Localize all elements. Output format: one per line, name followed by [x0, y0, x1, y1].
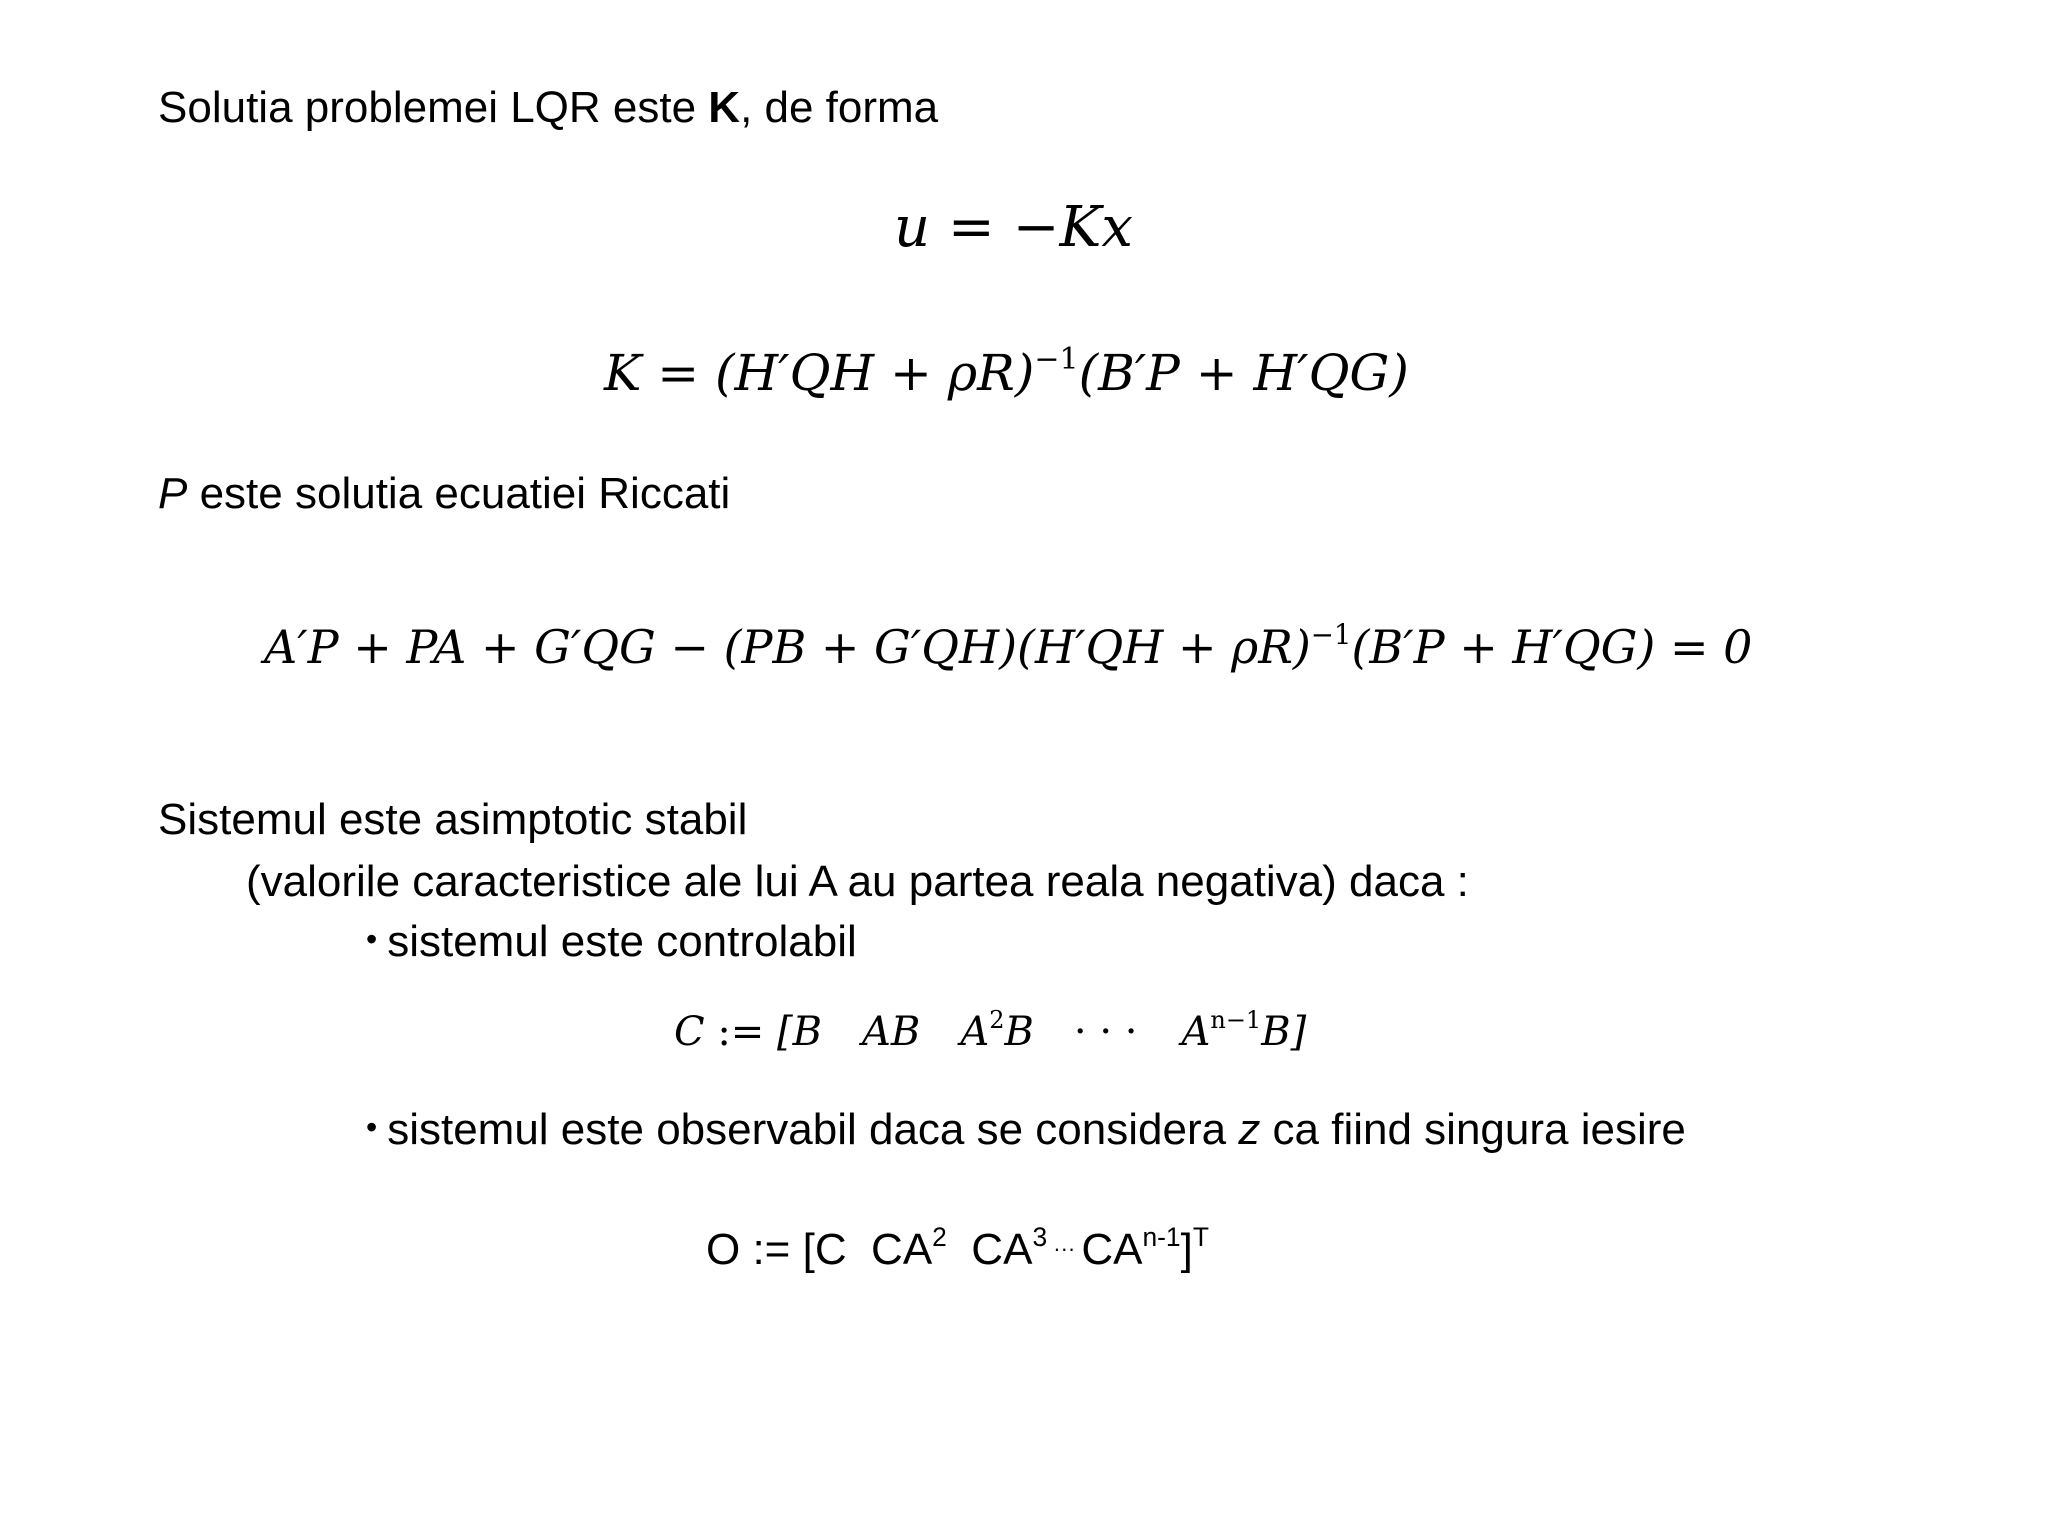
eq-C-A2-exp: 2 [989, 1006, 1005, 1035]
riccati-text: este solutia ecuatiei Riccati [187, 469, 731, 518]
eq-O-start: O := [C CA [706, 1225, 933, 1274]
eq-K-lhs: K = (H′QH + ρR) [604, 344, 1035, 402]
eq-O-close: ] [1180, 1225, 1193, 1274]
riccati-var-P: P [158, 469, 188, 518]
eq-O-CA: CA [1081, 1225, 1143, 1274]
bullet-dot: • [366, 921, 378, 957]
eq-K-exp: −1 [1034, 342, 1079, 377]
eq-C-A2: A [960, 1009, 990, 1055]
eq-C-An: A [1181, 1009, 1211, 1055]
stability-line1: Sistemul este asimptotic stabil [158, 795, 748, 844]
eq-O-exp3: 3 [1032, 1221, 1048, 1252]
eq-K-rhs: (B′P + H′QG) [1078, 344, 1409, 402]
eq-C-dots: · · · [1073, 1009, 1138, 1055]
eq-O-expn: n-1 [1142, 1221, 1181, 1252]
intro-after: , de forma [740, 83, 939, 132]
eq-O-dots: ··· [1047, 1236, 1082, 1261]
equation-K [604, 342, 1409, 402]
eq-O-exp2: 2 [932, 1221, 947, 1252]
bullet-controllable [366, 917, 857, 966]
equation-u [894, 195, 1133, 260]
eq-riccati-exp: −1 [1310, 617, 1352, 651]
bullet-observable-before: sistemul este observabil daca se considera [387, 1105, 1239, 1154]
eq-u-x: x [1101, 195, 1133, 260]
bullet-observable-after: ca fiind singura iesire [1260, 1105, 1686, 1154]
bullet-controllable-text: sistemul este controlabil [387, 917, 857, 966]
bullet-observable [366, 1105, 1686, 1154]
eq-O-mid: CA [946, 1225, 1033, 1274]
eq-C-AnB: B] [1261, 1009, 1307, 1055]
eq-C-AB: AB [862, 1009, 921, 1055]
eq-C-A2B: B [1004, 1009, 1034, 1055]
equation-controllability [674, 1006, 1307, 1055]
riccati-intro [158, 469, 731, 518]
eq-u-K: K [1059, 195, 1102, 260]
eq-u-var: u [894, 195, 931, 260]
intro-bold-k: K [708, 83, 741, 132]
eq-C-An-exp: n−1 [1210, 1006, 1262, 1035]
eq-O-transpose: T [1192, 1221, 1209, 1252]
eq-C-assign: := [704, 1009, 778, 1055]
intro-before: Solutia problemei LQR este [158, 83, 709, 132]
equation-riccati [264, 617, 1753, 674]
bullet-dot: • [366, 1109, 378, 1145]
stability-line2: (valorile caracteristice ale lui A au partea reala negativa) daca : [246, 857, 1469, 906]
eq-u-sign: = − [930, 195, 1060, 260]
eq-C-symbol: C [674, 1009, 705, 1055]
equation-observability [706, 1221, 1209, 1274]
bullet-observable-z: z [1238, 1105, 1261, 1154]
eq-riccati-part2: (B′P + H′QG) = 0 [1351, 620, 1753, 674]
eq-riccati-part1: A′P + PA + G′QG − (PB + G′QH)(H′QH + ρR) [264, 620, 1311, 674]
eq-C-B: [B [777, 1009, 823, 1055]
intro-text [158, 83, 939, 132]
